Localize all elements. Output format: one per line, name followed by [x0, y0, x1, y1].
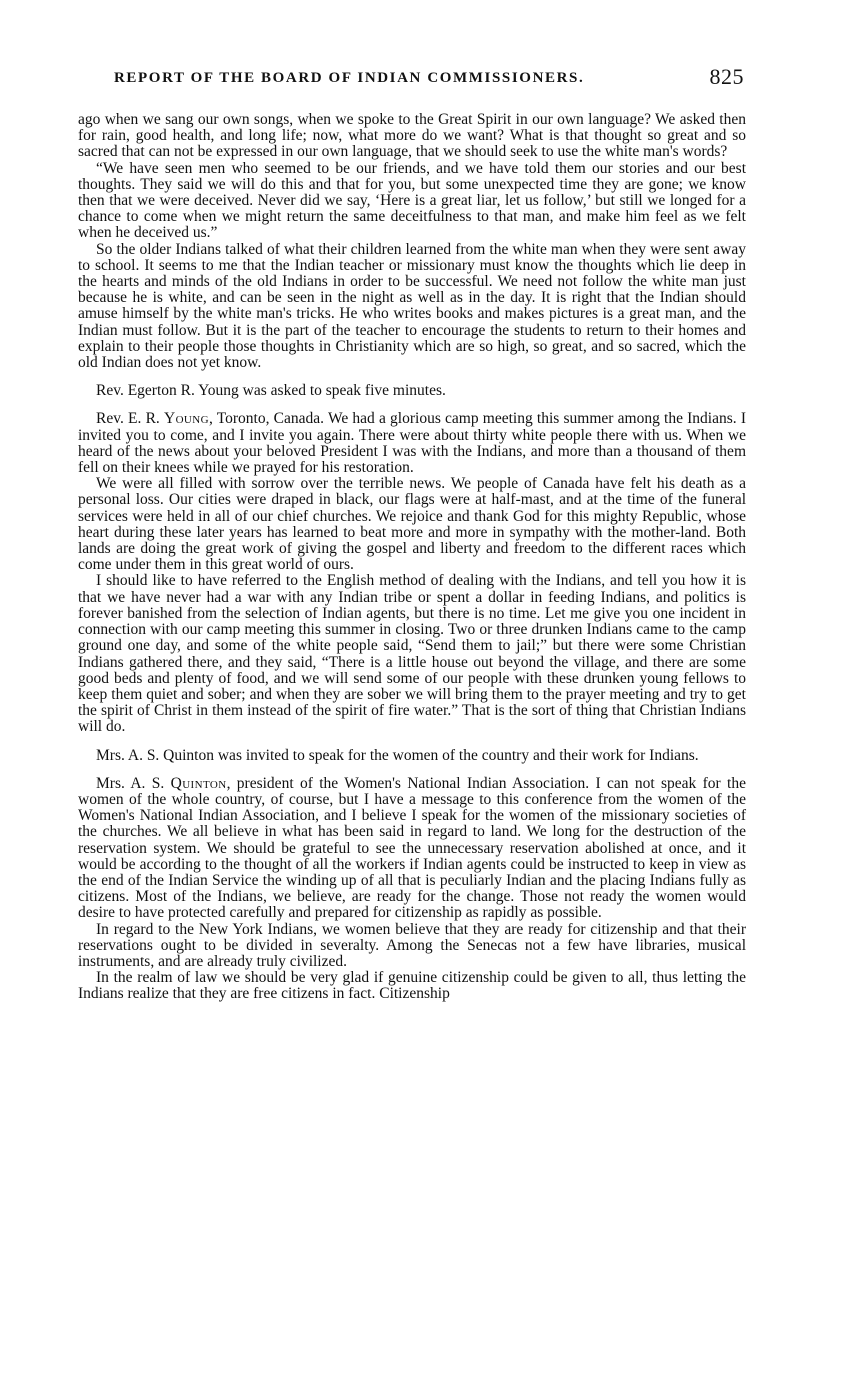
running-title: REPORT OF THE BOARD OF INDIAN COMMISSIONERS.: [114, 70, 585, 86]
paragraph-sorrow: We were all filled with sorrow over the terrible news. We people of Canada have felt his death as a personal loss. Our cities were draped in black, our flags were at half-mast, and at the time of the funeral services were held in all of our chief churches. We rejoice and thank God for this mighty Republic, whose heart during these later years has learned to beat more and more in sympathy with the mother-land. Both lands are doing the great work of giving the gospel and liberty and freedom to the different races which come under them in this great world of ours.: [78, 475, 746, 574]
paragraph-quote: “We have seen men who seemed to be our friends, and we have told them our stories and our best thoughts. They said we will do this and that for you, but some unexpected time they are gone; we know then that we were deceived. Never did we say, ‘Here is a great liar, let us follow,’ but still we longed for a chance to come when we might return the same deceitfulness to that man, and make him feel as we felt when he deceived us.”: [78, 159, 746, 242]
paragraph-new-york-indians: In regard to the New York Indians, we women believe that they are ready for citizenship and that their reservations ought to be divided in severalty. Among the Senecas not a few have libraries, musical instruments, and are already truly civilized.: [78, 920, 746, 970]
paragraph-citizenship: In the realm of law we should be very glad if genuine citizenship could be given to all, thus letting the Indians realize that they are free citizens in fact. Citizenship: [78, 969, 746, 1003]
paragraph-continuation: ago when we sang our own songs, when we spoke to the Great Spirit in our own language? We asked then for rain, good health, and long life; now, what more do we want? What is that thought so great and so sacred that can not be expressed in our own language, that we should seek to use the white man's words?: [78, 111, 746, 161]
speaker-prefix: Rev. E. R.: [96, 410, 164, 428]
paragraph-quinton-speech: [78, 776, 746, 922]
speech-text: , president of the Women's National Indian Association. I can not speak for the women of the whole country, of course, but I have a message to this conference from the women of the Women's National Indian Association, and I believe I speak for the women of the missionary societies of the churches. We all believe in what has been said in regard to land. We long for the destruction of the reservation system. We should be grateful to see the unnecessary reservation abolished at once, and it would be according to the thought of all the workers if Indian agents could be instructed to keep in view as the end of the Indian Service the winding up of all that is peculiarly Indian and the placing Indians fully as citizens. Most of the Indians, we believe, are ready for the change. Those not ready the women would desire to have protected carefully and prepared for citizenship as rapidly as possible.: [78, 774, 746, 922]
document-page: [78, 62, 746, 1003]
page-number: 825: [709, 64, 744, 89]
speaker-name: Young: [163, 410, 209, 428]
running-header: [78, 62, 746, 96]
paragraph-camp-meeting: I should like to have referred to the English method of dealing with the Indians, and tell you how it is that we have never had a war with any Indian tribe or spent a dollar in feeding Indians, and politics is forever banished from the selection of Indian agents, but there is no time. Let me give you one incident in connection with our camp meeting this summer in closing. Two or three drunken Indians came to the camp ground one day, and some of the white people said, “Send them to jail;” but there were some Christian Indians gathered there, and they said, “There is a little house out beyond the village, and there are some good beds and plenty of food, and we will send some of our people with these drunken young fellows to keep them quiet and sober; and when they are sober we will bring them to the prayer meeting and try to get the spirit of Christ in them instead of the spirit of fire water.” That is the sort of thing that Christian Indians will do.: [78, 572, 746, 736]
paragraph-older-indians: So the older Indians talked of what their children learned from the white man when they were sent away to school. It seems to me that the Indian teacher or missionary must know the thoughts which lie deep in the hearts and minds of the old Indians in order to be successful. We need not follow the white man just because he is white, and can be seen in the night as well as in the day. It is right that the Indian should amuse himself by the white man's tricks. He who writes books and makes pictures is a great man, and the Indian must follow. But it is the part of the teacher to encourage the students to return to their homes and explain to their people those thoughts in Christianity which are so high, so great, and so sacred, which the old Indian does not yet know.: [78, 240, 746, 372]
speaker-prefix: Mrs. A. S.: [96, 774, 171, 792]
speaker-name: Quinton: [170, 774, 227, 792]
paragraph-young-introduction: Rev. Egerton R. Young was asked to speak five minutes.: [96, 382, 446, 400]
body-text: [78, 112, 746, 1003]
speech-text: , Toronto, Canada. We had a glorious camp meeting this summer among the Indians. I invited you to come, and I invite you again. There were about thirty white people there with us. When we heard of the news about your beloved President I was with the Indians, and more than a thousand of them fell on their knees while we prayed for his restoration.: [78, 410, 747, 477]
paragraph-quinton-introduction: Mrs. A. S. Quinton was invited to speak for the women of the country and their work for Indians.: [96, 746, 699, 764]
paragraph-young-speech: [78, 411, 746, 476]
